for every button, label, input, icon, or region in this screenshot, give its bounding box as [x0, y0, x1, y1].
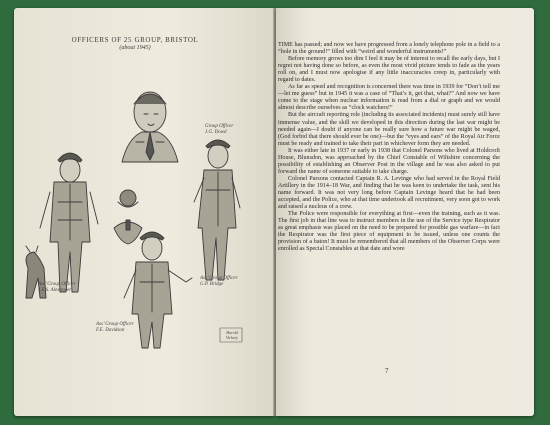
officer-bottom: [124, 232, 192, 348]
caption-top-rank: Group Officer: [205, 124, 234, 129]
artist-signature: [221, 330, 243, 340]
portrait-group-officer: [122, 92, 178, 162]
paragraph-1: TIME has passed; and now we have progressed from a lonely telephone pole in a field to a “hole in the ground!” filled with “weird and wonderful instruments!”: [278, 42, 500, 56]
caption-bottom-name: F.E. Davidson: [96, 328, 125, 333]
page-number: 7: [385, 367, 389, 375]
paragraph-6: Colonel Parsons contacted Captain R. A. Levinge who had served in the Royal Field Artillery in the 1914–18 War, and finding that he was keen to undertake the task, sent his name forward. It was not very long before Captain Levinge heard that he had been accepted, and the Police, who at that time undertook all recruitment, very soon got to work and raised a nucleus of a crew.: [278, 175, 500, 211]
observer-corps-badges: [114, 190, 142, 244]
paragraph-5: It was either late in 1937 or early in 1938 that Colonel Parsons who lived at Holdcroft House, Blunsdon, was approached by the Chief Constable of Wiltshire concerning the possibility of establishing an Observer Post in the village and he was also asked to put forward the name of someone suitable to take charge.: [278, 147, 500, 175]
illustration-subtitle: (about 1945): [119, 45, 151, 51]
officer-right: [194, 140, 240, 280]
caption-bottom-rank: Ass’ Group Officer: [96, 322, 134, 327]
caption-top: [205, 124, 233, 136]
caption-bottom: [96, 322, 134, 334]
paragraph-7: The Police were responsible for everything at first—even the training, such as it was. The first job in that line was to instruct members in the use of the Service type Respirator as great emphasis was placed on the need to be prepared for possible gas warfare—in fact the Respirator was the first piece of equipment to be issued, unless one counts the provision of a baton! It must be remembered that all members of the Observer Corps were enrolled as Special Constables at that date and wore: [278, 211, 500, 253]
paragraph-4: But the aircraft reporting role (including its associated incidents) must surely still have immense value, and the skill we developed in this direction during the last war might be needed again—I doubt if anyone can be really sure how a future war might be waged, (God forbid that there should ever be one)—but the “eyes and ears” of the Royal Air Force must be ready and trained to take their part in whichever form they are needed.: [278, 112, 500, 147]
caption-left-rank: Ass’ Group Officer: [38, 282, 76, 287]
body-text: [278, 42, 500, 253]
caption-right-name: G.P. Bridge: [200, 282, 224, 287]
caption-left-name: J.E.S. Alexander: [38, 288, 72, 293]
officer-with-dog: [26, 153, 98, 298]
officers-caricature-drawing: [10, 52, 250, 352]
caption-right: [200, 276, 238, 288]
paragraph-3: As far as speed and recognition is concerned there was time in 1939 for “Don’t tell me—let me guess” but in 1945 it was a case of “That’s it, get that, what?” And now we have come to the stage when nuclear information is read from a dial or graph and we would almost describe ourselves as “clock watchers!”: [278, 84, 500, 112]
illustration-title: OFFICERS OF 25 GROUP, BRISTOL: [71, 36, 199, 44]
artist-signature-last: Vickery: [226, 335, 238, 340]
caption-right-rank: Ass’ Group Officer: [200, 276, 238, 281]
paragraph-2: Before memory grows too dim I feel it may be of interest to recall the early days, but I regret not having done so before, as even the most vivid picture tends to fade as the years roll on, and I must now apologise if any little inaccuracies creep in, particularly with regard to dates.: [278, 56, 500, 84]
caption-left: [38, 282, 76, 294]
caption-top-name: J.G. Dowd: [205, 130, 227, 135]
artist-signature-first: Harold: [226, 330, 238, 335]
